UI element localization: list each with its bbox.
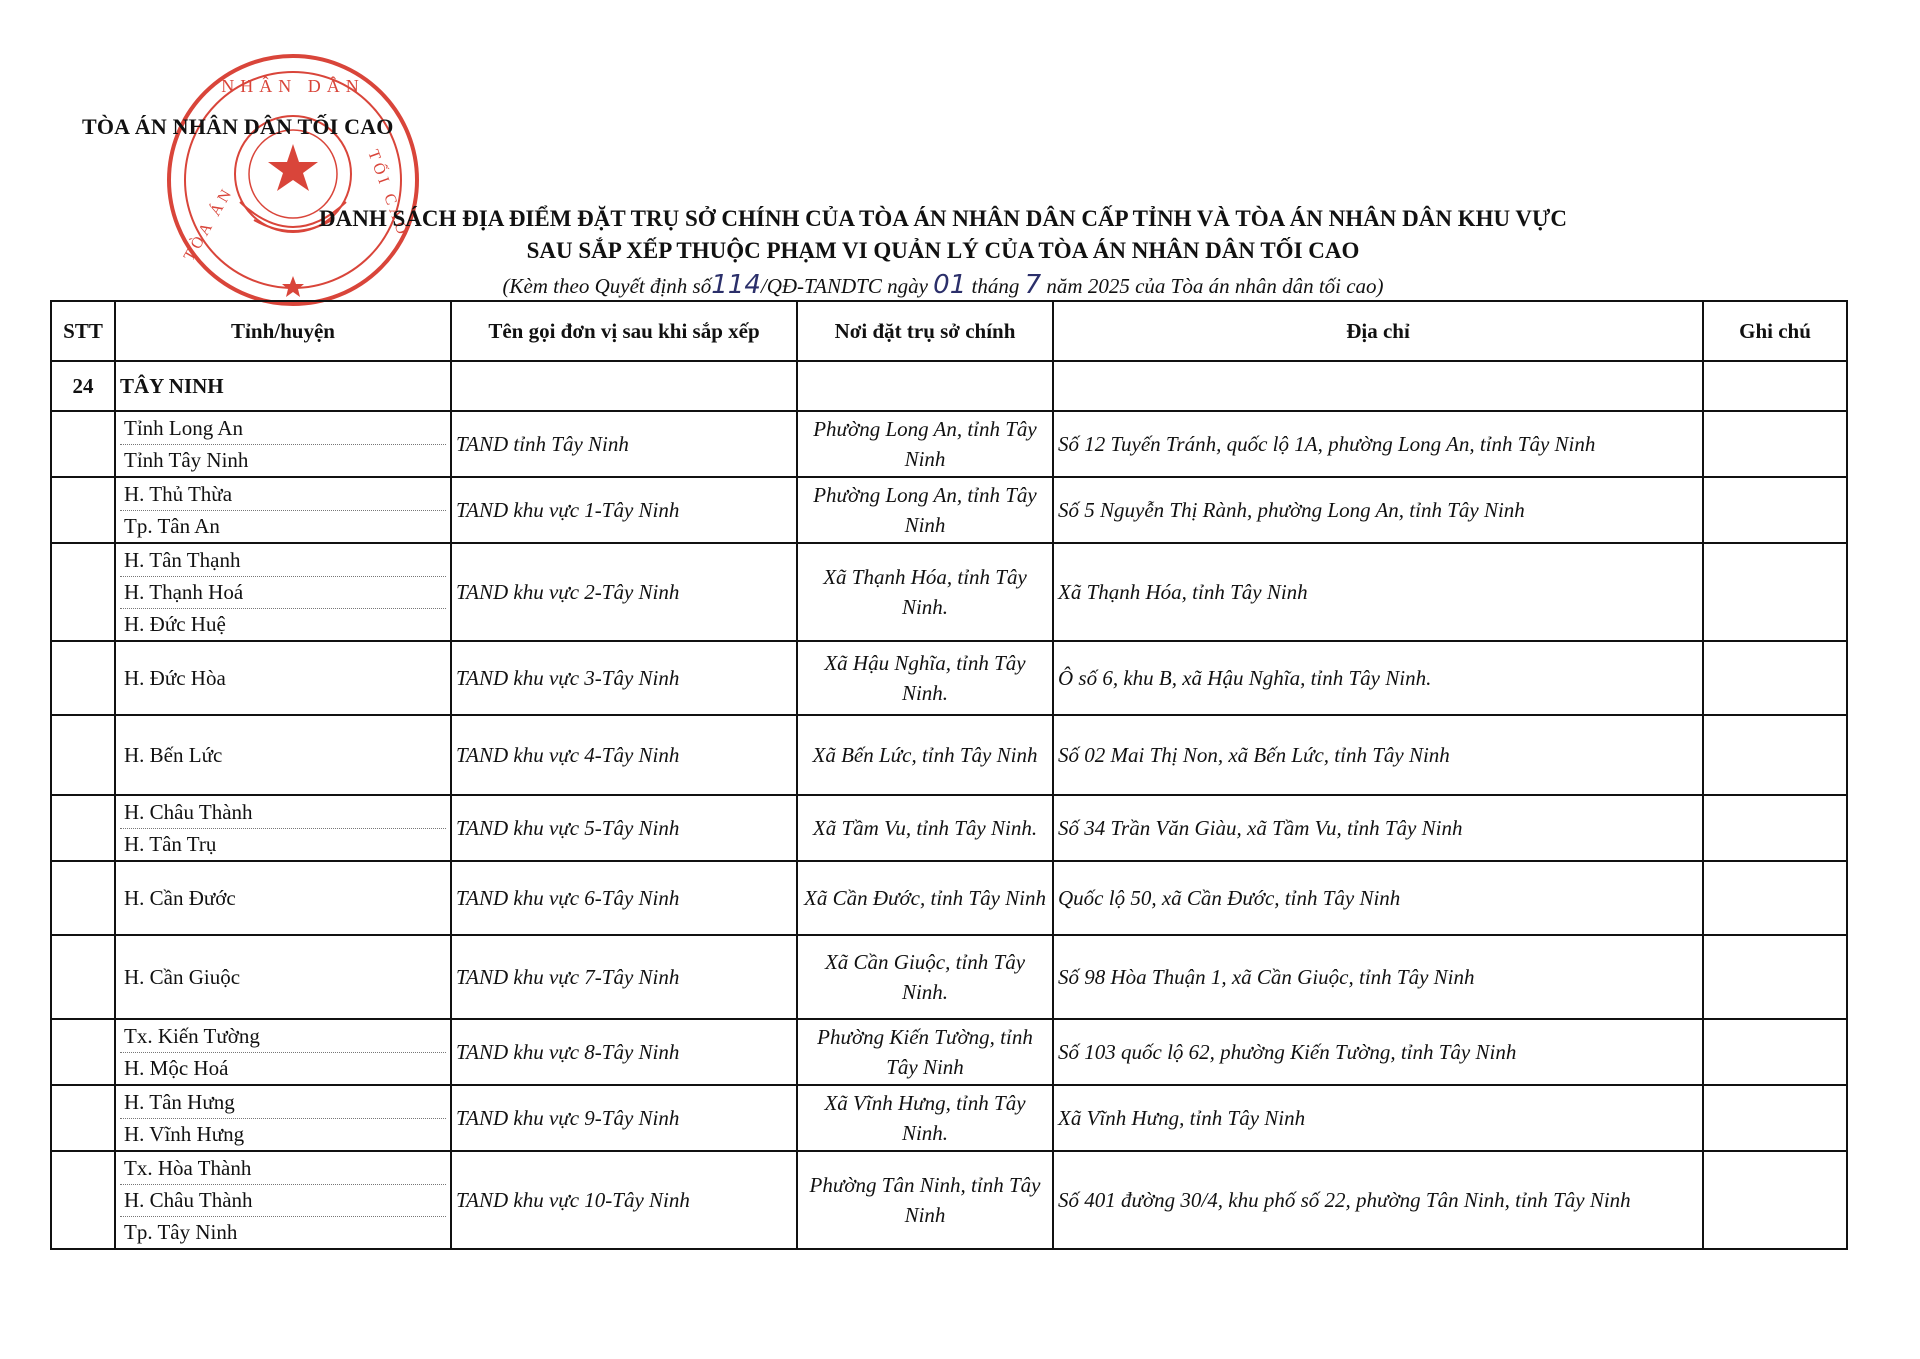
row-place: Xã Cần Giuộc, tỉnh Tây Ninh. xyxy=(797,935,1053,1019)
row-stt xyxy=(51,861,115,935)
row-note xyxy=(1703,935,1847,1019)
row-stt xyxy=(51,795,115,861)
row-unit: TAND khu vực 10-Tây Ninh xyxy=(451,1151,797,1249)
row-stt xyxy=(51,715,115,795)
court-location-table xyxy=(50,300,1848,1250)
row-note xyxy=(1703,1019,1847,1085)
row-stt xyxy=(51,1151,115,1249)
row-address: Quốc lộ 50, xã Cần Đước, tỉnh Tây Ninh xyxy=(1053,861,1703,935)
row-address: Số 34 Trần Văn Giàu, xã Tầm Vu, tỉnh Tây Ninh xyxy=(1053,795,1703,861)
subtitle-part-c: tháng xyxy=(971,274,1020,298)
header-stt: STT xyxy=(51,301,115,361)
row-districts xyxy=(115,1085,451,1151)
district-name: Tỉnh Tây Ninh xyxy=(124,447,249,472)
row-address: Ô số 6, khu B, xã Hậu Nghĩa, tỉnh Tây Ninh. xyxy=(1053,641,1703,715)
row-stt xyxy=(51,477,115,543)
row-note xyxy=(1703,795,1847,861)
row-place: Phường Tân Ninh, tỉnh Tây Ninh xyxy=(797,1151,1053,1249)
table-row xyxy=(51,477,1847,543)
row-note xyxy=(1703,641,1847,715)
row-districts xyxy=(115,935,451,1019)
row-districts xyxy=(115,1151,451,1249)
table-row xyxy=(51,1151,1847,1249)
row-stt xyxy=(51,1085,115,1151)
table-row xyxy=(51,641,1847,715)
subtitle-part-a: (Kèm theo Quyết định số xyxy=(502,274,712,298)
table-row xyxy=(51,935,1847,1019)
district-name: Tp. Tân An xyxy=(124,513,220,538)
row-districts xyxy=(115,795,451,861)
header-district: Tỉnh/huyện xyxy=(115,301,451,361)
province-group-row xyxy=(51,361,1847,411)
row-place: Xã Cần Đước, tỉnh Tây Ninh xyxy=(797,861,1053,935)
row-note xyxy=(1703,1151,1847,1249)
row-unit: TAND khu vực 1-Tây Ninh xyxy=(451,477,797,543)
header-address: Địa chỉ xyxy=(1053,301,1703,361)
district-name: Tx. Hòa Thành xyxy=(120,1153,446,1185)
subtitle-part-b: /QĐ-TANDTC ngày xyxy=(760,274,928,298)
table-row xyxy=(51,861,1847,935)
district-name: H. Châu Thành xyxy=(120,797,446,829)
row-unit: TAND tỉnh Tây Ninh xyxy=(451,411,797,477)
row-address: Số 103 quốc lộ 62, phường Kiến Tường, tỉnh Tây Ninh xyxy=(1053,1019,1703,1085)
row-unit: TAND khu vực 6-Tây Ninh xyxy=(451,861,797,935)
row-stt xyxy=(51,641,115,715)
row-place: Phường Long An, tỉnh Tây Ninh xyxy=(797,477,1053,543)
district-name: H. Tân Trụ xyxy=(124,831,217,856)
table-row xyxy=(51,1085,1847,1151)
table-row xyxy=(51,543,1847,641)
district-name: H. Thạnh Hoá xyxy=(120,577,446,609)
district-name: Tỉnh Long An xyxy=(120,413,446,445)
row-place: Xã Tầm Vu, tỉnh Tây Ninh. xyxy=(797,795,1053,861)
district-name: Tp. Tây Ninh xyxy=(124,1219,238,1244)
row-address: Số 5 Nguyễn Thị Rành, phường Long An, tỉnh Tây Ninh xyxy=(1053,477,1703,543)
district-name: H. Đức Huệ xyxy=(124,611,226,636)
row-place: Xã Thạnh Hóa, tỉnh Tây Ninh. xyxy=(797,543,1053,641)
row-unit: TAND khu vực 2-Tây Ninh xyxy=(451,543,797,641)
row-districts xyxy=(115,411,451,477)
group-empty-place xyxy=(797,361,1053,411)
seal-star-icon xyxy=(268,144,318,191)
district-name: H. Bến Lức xyxy=(124,742,223,767)
district-name: H. Tân Thạnh xyxy=(120,545,446,577)
seal-text-top: NHÂN DÂN xyxy=(221,76,365,96)
document-title-line-1: DANH SÁCH ĐỊA ĐIỂM ĐẶT TRỤ SỞ CHÍNH CỦA TÒA ÁN NHÂN DÂN CẤP TỈNH VÀ TÒA ÁN NHÂN DÂN KHU VỰC xyxy=(319,206,1567,231)
row-place: Xã Vĩnh Hưng, tỉnh Tây Ninh. xyxy=(797,1085,1053,1151)
header-note: Ghi chú xyxy=(1703,301,1847,361)
row-unit: TAND khu vực 8-Tây Ninh xyxy=(451,1019,797,1085)
row-address: Số 401 đường 30/4, khu phố số 22, phường Tân Ninh, tỉnh Tây Ninh xyxy=(1053,1151,1703,1249)
row-stt xyxy=(51,543,115,641)
document-title-line-2: SAU SẮP XẾP THUỘC PHẠM VI QUẢN LÝ CỦA TÒA ÁN NHÂN DÂN TỐI CAO xyxy=(526,238,1360,263)
row-stt xyxy=(51,1019,115,1085)
row-note xyxy=(1703,715,1847,795)
table-row xyxy=(51,715,1847,795)
row-place: Phường Long An, tỉnh Tây Ninh xyxy=(797,411,1053,477)
row-unit: TAND khu vực 7-Tây Ninh xyxy=(451,935,797,1019)
row-address: Số 98 Hòa Thuận 1, xã Cần Giuộc, tỉnh Tây Ninh xyxy=(1053,935,1703,1019)
row-districts xyxy=(115,715,451,795)
row-stt xyxy=(51,935,115,1019)
seal-text-left: TÒA ÁN xyxy=(180,183,238,264)
document-subtitle xyxy=(0,270,1886,300)
district-name: H. Thủ Thừa xyxy=(120,479,446,511)
row-address: Xã Vĩnh Hưng, tỉnh Tây Ninh xyxy=(1053,1085,1703,1151)
district-name: H. Tân Hưng xyxy=(120,1087,446,1119)
district-name: H. Châu Thành xyxy=(120,1185,446,1217)
table-row xyxy=(51,795,1847,861)
row-note xyxy=(1703,477,1847,543)
row-stt xyxy=(51,411,115,477)
row-unit: TAND khu vực 4-Tây Ninh xyxy=(451,715,797,795)
row-unit: TAND khu vực 5-Tây Ninh xyxy=(451,795,797,861)
table-row xyxy=(51,411,1847,477)
district-name: Tx. Kiến Tường xyxy=(120,1021,446,1053)
group-empty-unit xyxy=(451,361,797,411)
row-unit: TAND khu vực 9-Tây Ninh xyxy=(451,1085,797,1151)
row-districts xyxy=(115,861,451,935)
row-note xyxy=(1703,411,1847,477)
row-place: Phường Kiến Tường, tỉnh Tây Ninh xyxy=(797,1019,1053,1085)
seal-text-right: TỐI CAO xyxy=(364,147,412,241)
group-empty-address xyxy=(1053,361,1703,411)
district-name: H. Mộc Hoá xyxy=(124,1055,229,1080)
row-unit: TAND khu vực 3-Tây Ninh xyxy=(451,641,797,715)
row-address: Số 12 Tuyến Tránh, quốc lộ 1A, phường Long An, tỉnh Tây Ninh xyxy=(1053,411,1703,477)
row-place: Xã Bến Lức, tỉnh Tây Ninh xyxy=(797,715,1053,795)
group-empty-note xyxy=(1703,361,1847,411)
table-row xyxy=(51,1019,1847,1085)
group-province: TÂY NINH xyxy=(115,361,451,411)
table-header-row xyxy=(51,301,1847,361)
district-name: H. Đức Hòa xyxy=(124,665,226,690)
district-name: H. Cần Giuộc xyxy=(124,964,241,989)
row-districts xyxy=(115,477,451,543)
row-place: Xã Hậu Nghĩa, tỉnh Tây Ninh. xyxy=(797,641,1053,715)
header-place: Nơi đặt trụ sở chính xyxy=(797,301,1053,361)
row-districts xyxy=(115,543,451,641)
header-unit: Tên gọi đơn vị sau khi sắp xếp xyxy=(451,301,797,361)
decision-month: 7 xyxy=(1024,270,1042,300)
row-address: Số 02 Mai Thị Non, xã Bến Lức, tỉnh Tây Ninh xyxy=(1053,715,1703,795)
decision-day: 01 xyxy=(933,270,967,300)
row-note xyxy=(1703,543,1847,641)
row-note xyxy=(1703,1085,1847,1151)
row-districts xyxy=(115,641,451,715)
decision-number: 114 xyxy=(711,270,761,300)
subtitle-part-d: năm 2025 của Tòa án nhân dân tối cao) xyxy=(1046,274,1384,298)
issuing-organization: TÒA ÁN NHÂN DÂN TỐI CAO xyxy=(82,114,394,139)
group-stt: 24 xyxy=(51,361,115,411)
row-address: Xã Thạnh Hóa, tỉnh Tây Ninh xyxy=(1053,543,1703,641)
district-name: H. Vĩnh Hưng xyxy=(124,1121,245,1146)
row-districts xyxy=(115,1019,451,1085)
district-name: H. Cần Đước xyxy=(124,885,236,910)
row-note xyxy=(1703,861,1847,935)
